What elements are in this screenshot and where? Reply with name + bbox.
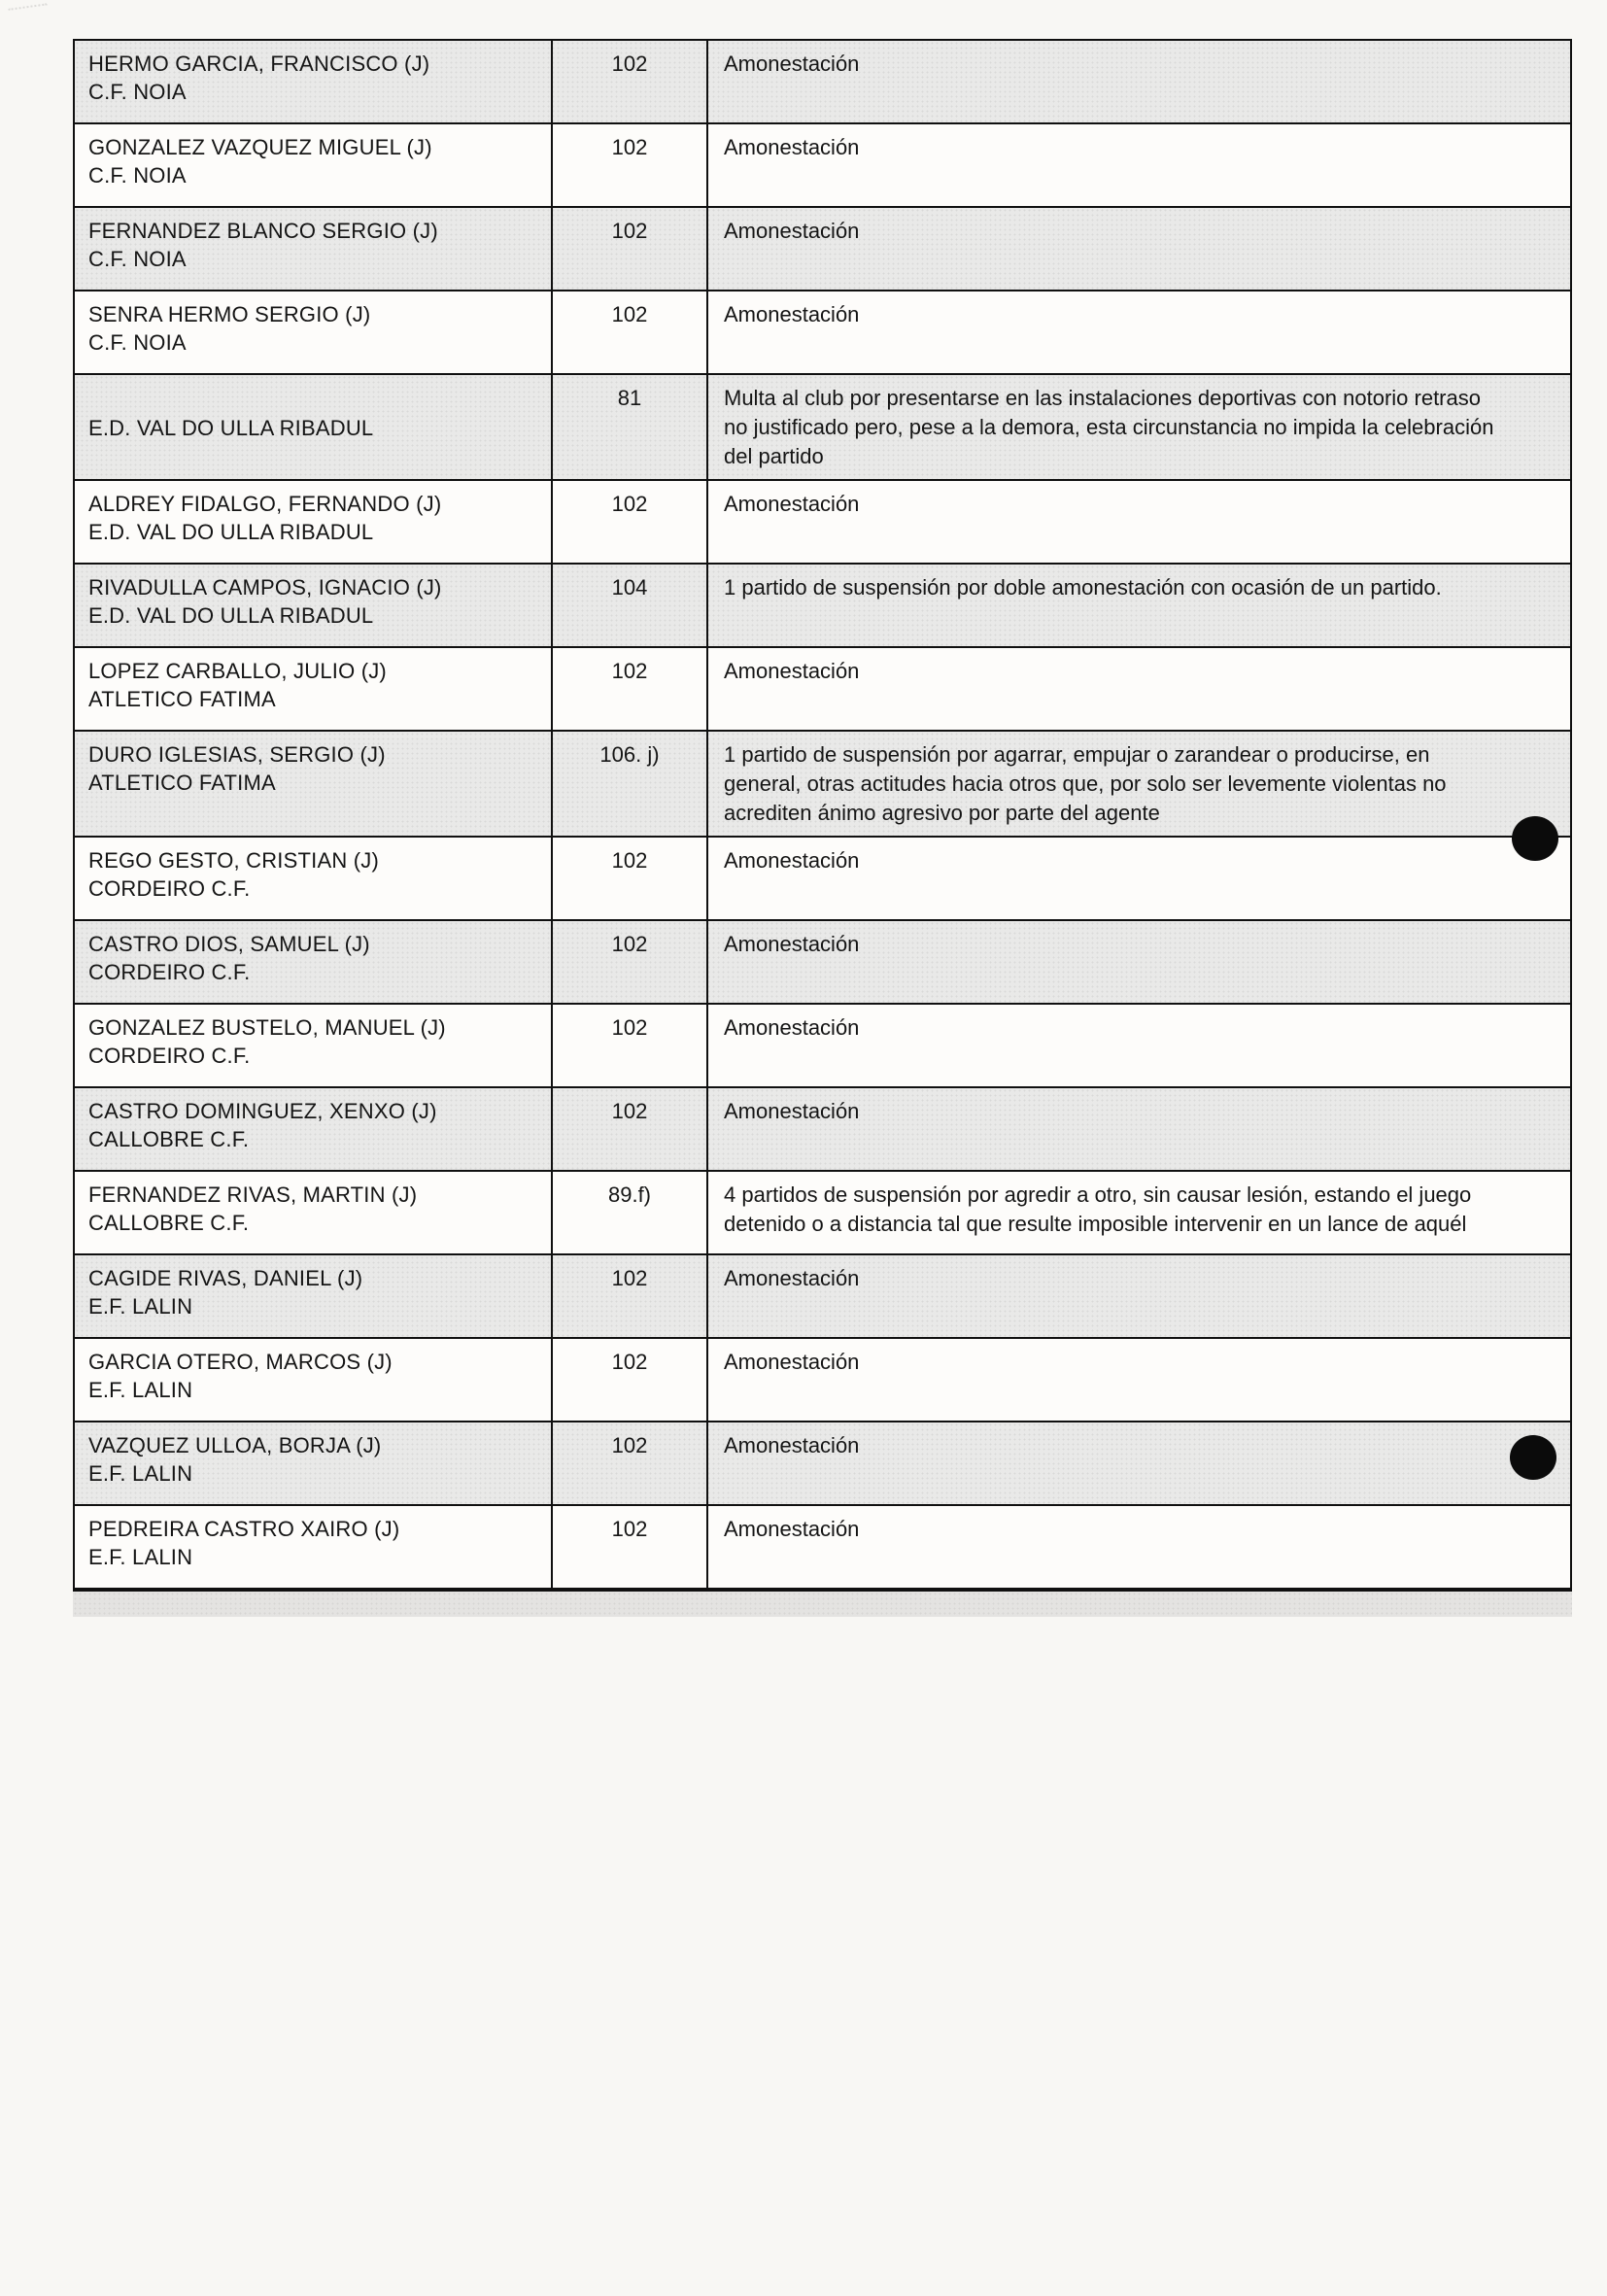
sanctions-table-body [75,41,1570,1590]
player-cell [75,1339,553,1421]
article-number: 106. j) [599,742,660,767]
player-name: ALDREY FIDALGO, FERNANDO (J) [88,492,442,516]
player-cell [75,1422,553,1504]
sanction-cell [708,291,1570,373]
sanction-cell [708,375,1570,479]
table-row [75,1255,1570,1339]
player-club: E.F. LALIN [88,1378,193,1402]
sanction-text: Amonestación [724,1350,860,1374]
sanction-cell [708,1088,1570,1170]
player-name: SENRA HERMO SERGIO (J) [88,302,371,326]
article-number: 102 [611,219,648,243]
player-name: VAZQUEZ ULLOA, BORJA (J) [88,1433,382,1457]
article-number: 102 [611,51,648,76]
article-number: 102 [611,848,648,873]
scan-artifact-mark [9,3,51,31]
player-cell [75,1005,553,1086]
sanction-text: Amonestación [724,302,860,326]
article-number: 104 [611,575,648,600]
player-club: C.F. NOIA [88,163,187,188]
sanction-cell [708,1506,1570,1588]
table-row [75,1005,1570,1088]
player-cell [75,481,553,563]
player-name: FERNANDEZ RIVAS, MARTIN (J) [88,1182,418,1207]
article-cell [553,124,708,206]
article-cell [553,921,708,1003]
player-club: CORDEIRO C.F. [88,876,251,901]
player-club: E.F. LALIN [88,1461,193,1486]
sanction-text: 1 partido de suspensión por agarrar, empujar o zarandear o producirse, en general, otras actitudes hacia otros que, por solo ser levemente violentas no acrediten ánimo agresivo por parte del agente [724,742,1447,825]
sanction-cell [708,921,1570,1003]
player-club: CORDEIRO C.F. [88,960,251,984]
sanction-text: Amonestación [724,659,860,683]
player-club: CALLOBRE C.F. [88,1211,250,1235]
article-cell [553,1172,708,1253]
table-row [75,208,1570,291]
player-cell [75,1255,553,1337]
article-number: 102 [611,1099,648,1123]
sanction-text: Amonestación [724,1099,860,1123]
player-name: CASTRO DOMINGUEZ, XENXO (J) [88,1099,437,1123]
player-name: CASTRO DIOS, SAMUEL (J) [88,932,370,956]
sanction-cell [708,1422,1570,1504]
sanctions-table [73,39,1572,1592]
sanction-cell [708,1172,1570,1253]
article-number: 102 [611,932,648,956]
player-name: DURO IGLESIAS, SERGIO (J) [88,742,386,767]
player-club: E.D. VAL DO ULLA RIBADUL [88,603,374,628]
article-cell [553,1506,708,1588]
table-row [75,291,1570,375]
player-name: E.D. VAL DO ULLA RIBADUL [88,415,374,440]
player-cell [75,648,553,730]
player-name: FERNANDEZ BLANCO SERGIO (J) [88,219,438,243]
article-cell [553,1339,708,1421]
article-number: 102 [611,1433,648,1457]
article-number: 102 [611,1266,648,1290]
player-name: LOPEZ CARBALLO, JULIO (J) [88,659,387,683]
sanction-text: Amonestación [724,1266,860,1290]
article-number: 102 [611,1015,648,1040]
table-row [75,1088,1570,1172]
table-row [75,648,1570,732]
article-number: 102 [611,302,648,326]
article-cell [553,481,708,563]
player-name: GONZALEZ BUSTELO, MANUEL (J) [88,1015,446,1040]
player-cell [75,921,553,1003]
player-cell [75,1506,553,1588]
player-cell [75,1088,553,1170]
sanction-text: Amonestación [724,492,860,516]
punch-hole-dot [1512,816,1558,861]
player-club: ATLETICO FATIMA [88,687,276,711]
punch-hole-dot [1510,1435,1556,1480]
table-row [75,41,1570,124]
article-cell [553,375,708,479]
player-name: RIVADULLA CAMPOS, IGNACIO (J) [88,575,442,600]
sanction-cell [708,565,1570,646]
player-club: CORDEIRO C.F. [88,1044,251,1068]
sanction-cell [708,838,1570,919]
article-number: 102 [611,135,648,159]
article-number: 102 [611,1517,648,1541]
article-cell [553,1005,708,1086]
player-club: CALLOBRE C.F. [88,1127,250,1151]
sanction-text: Amonestación [724,1015,860,1040]
sanction-text: Amonestación [724,51,860,76]
player-cell [75,208,553,290]
sanction-text: Amonestación [724,135,860,159]
article-number: 102 [611,659,648,683]
article-number: 81 [617,386,642,410]
player-club: ATLETICO FATIMA [88,771,276,795]
article-cell [553,1088,708,1170]
table-row [75,838,1570,921]
table-row [75,481,1570,565]
player-club: C.F. NOIA [88,247,187,271]
player-cell [75,1172,553,1253]
sanction-text: 1 partido de suspensión por doble amonestación con ocasión de un partido. [724,575,1442,600]
player-name: GARCIA OTERO, MARCOS (J) [88,1350,393,1374]
player-club: E.F. LALIN [88,1545,193,1569]
player-cell [75,124,553,206]
article-cell [553,291,708,373]
player-name: CAGIDE RIVAS, DANIEL (J) [88,1266,363,1290]
table-row [75,1506,1570,1590]
table-row [75,565,1570,648]
player-club: C.F. NOIA [88,330,187,355]
sanction-cell [708,124,1570,206]
sanction-text: Amonestación [724,1433,860,1457]
player-name: GONZALEZ VAZQUEZ MIGUEL (J) [88,135,432,159]
article-cell [553,648,708,730]
sanction-cell [708,1255,1570,1337]
player-name: PEDREIRA CASTRO XAIRO (J) [88,1517,400,1541]
article-cell [553,565,708,646]
sanction-text: Amonestación [724,1517,860,1541]
article-number: 89.f) [607,1182,652,1207]
player-name: REGO GESTO, CRISTIAN (J) [88,848,379,873]
table-row [75,921,1570,1005]
table-bottom-shade-strip [73,1592,1572,1617]
sanction-cell [708,1005,1570,1086]
sanction-text: 4 partidos de suspensión por agredir a otro, sin causar lesión, estando el juego detenido o a distancia tal que resulte imposible intervenir en un lance de aquél [724,1182,1472,1236]
player-cell [75,41,553,122]
player-club: E.F. LALIN [88,1294,193,1319]
sanction-text: Amonestación [724,219,860,243]
article-cell [553,732,708,836]
player-cell [75,291,553,373]
article-cell [553,1422,708,1504]
table-row [75,732,1570,838]
player-name: HERMO GARCIA, FRANCISCO (J) [88,51,430,76]
sanction-cell [708,732,1570,836]
sanction-text: Amonestación [724,848,860,873]
player-cell [75,565,553,646]
article-number: 102 [611,492,648,516]
sanction-cell [708,1339,1570,1421]
sanction-text: Multa al club por presentarse en las instalaciones deportivas con notorio retraso no justificado pero, pese a la demora, esta circunstancia no impida la celebración del partido [724,386,1494,468]
player-club: E.D. VAL DO ULLA RIBADUL [88,520,374,544]
table-row [75,1172,1570,1255]
sanction-cell [708,648,1570,730]
player-cell [75,375,553,479]
article-cell [553,1255,708,1337]
sanction-text: Amonestación [724,932,860,956]
table-row [75,1422,1570,1506]
article-number: 102 [611,1350,648,1374]
article-cell [553,41,708,122]
article-cell [553,838,708,919]
sanction-cell [708,481,1570,563]
player-cell [75,732,553,836]
table-row [75,1339,1570,1422]
sanction-cell [708,41,1570,122]
player-cell [75,838,553,919]
table-row [75,375,1570,481]
article-cell [553,208,708,290]
table-row [75,124,1570,208]
sanction-cell [708,208,1570,290]
player-club: C.F. NOIA [88,80,187,104]
